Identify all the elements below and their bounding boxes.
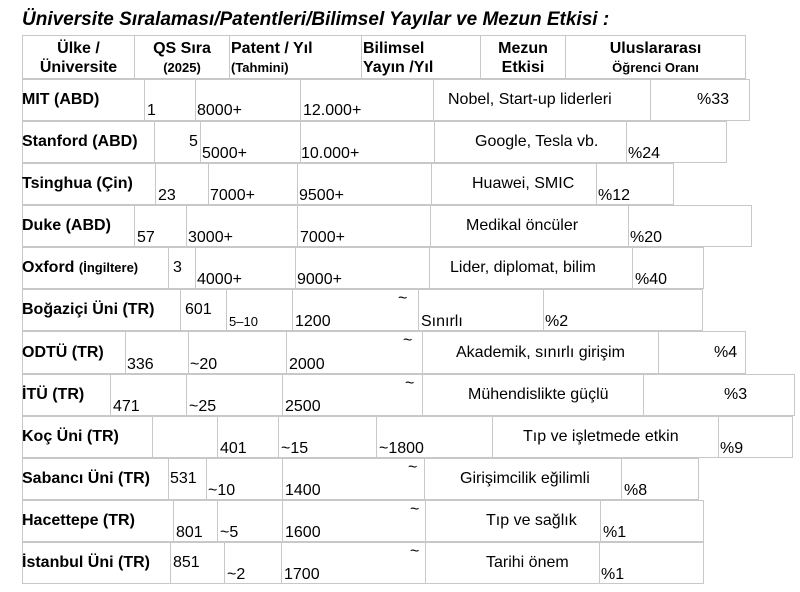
- qs-rank: 23: [158, 187, 176, 204]
- publication-count: 9000+: [297, 271, 342, 288]
- header-qs-line2: (2025): [163, 60, 201, 75]
- graduate-impact: Tıp ve sağlık: [486, 512, 577, 529]
- publication-count: 9500+: [299, 187, 344, 204]
- patent-count: 5000+: [202, 145, 247, 162]
- university-name: Hacettepe (TR): [22, 512, 135, 529]
- intl-student-ratio: %2: [545, 313, 569, 330]
- approx-marker: ~: [410, 501, 420, 518]
- header-grad: [480, 39, 566, 77]
- header-qs-line1: QS Sıra: [153, 40, 211, 57]
- header-pub-line1: Bilimsel: [363, 40, 425, 57]
- header-patent-line1: Patent / Yıl: [231, 40, 313, 57]
- approx-marker: ~: [410, 543, 420, 560]
- table-cell: [643, 374, 795, 416]
- qs-rank: 801: [176, 524, 203, 541]
- patent-count: 3000+: [188, 229, 233, 246]
- publication-count: 1600: [285, 524, 321, 541]
- header-country: [22, 39, 135, 77]
- approx-marker: ~: [408, 459, 418, 476]
- publication-count: ~1800: [379, 440, 424, 457]
- intl-student-ratio: %1: [601, 566, 625, 583]
- header-intl-line2: Öğrenci Oranı: [612, 60, 699, 75]
- publication-count: 2500: [285, 398, 321, 415]
- intl-student-ratio: %40: [635, 271, 668, 288]
- intl-student-ratio: %1: [603, 524, 627, 541]
- qs-rank: 601: [185, 301, 212, 318]
- patent-count: ~5: [220, 524, 239, 541]
- approx-marker: ~: [405, 375, 415, 392]
- university-name: Sabancı Üni (TR): [22, 470, 151, 487]
- patent-count: ~2: [227, 566, 246, 583]
- intl-student-ratio: %12: [598, 187, 631, 204]
- intl-student-ratio: %33: [697, 91, 730, 108]
- publication-count: 1200: [295, 313, 331, 330]
- table-cell: [152, 416, 218, 458]
- header-patent-line2: (Tahmini): [231, 60, 289, 75]
- header-intl: [565, 39, 746, 77]
- header-intl-line1: Uluslararası: [609, 40, 702, 57]
- university-name: Tsinghua (Çin): [22, 175, 133, 192]
- patent-count: 4000+: [197, 271, 242, 288]
- intl-student-ratio: %8: [624, 482, 648, 499]
- graduate-impact: Lider, diplomat, bilim: [450, 259, 596, 276]
- graduate-impact: Sınırlı: [421, 313, 463, 330]
- intl-student-ratio: %9: [720, 440, 744, 457]
- graduate-impact: Tarihi önem: [486, 554, 569, 571]
- patent-count: 7000+: [210, 187, 255, 204]
- intl-student-ratio: %4: [714, 344, 738, 361]
- qs-rank: 471: [113, 398, 140, 415]
- header-patent: [231, 39, 313, 77]
- university-name: [22, 259, 138, 277]
- qs-rank: 57: [137, 229, 155, 246]
- approx-marker: ~: [403, 332, 413, 349]
- patent-count: ~10: [208, 482, 236, 499]
- university-name: Boğaziçi Üni (TR): [22, 301, 155, 318]
- university-name-suffix: (İngiltere): [78, 260, 139, 275]
- publication-count: 1700: [284, 566, 320, 583]
- university-name: Duke (ABD): [22, 217, 111, 234]
- publication-count: 10.000+: [301, 145, 360, 162]
- approx-marker: ~: [398, 290, 408, 307]
- intl-student-ratio: %20: [630, 229, 663, 246]
- page-title: Üniversite Sıralaması/Patentleri/Bilimsel Yayılar ve Mezun Etkisi :: [22, 9, 610, 30]
- patent-count: ~15: [281, 440, 309, 457]
- patent-count: 5–10: [229, 314, 258, 329]
- university-name-main: Oxford: [22, 259, 75, 276]
- qs-rank: 851: [173, 554, 200, 571]
- header-qs: [134, 39, 230, 77]
- university-name: Koç Üni (TR): [22, 428, 119, 445]
- graduate-impact: Huawei, SMIC: [472, 175, 575, 192]
- qs-rank: 5: [189, 133, 198, 150]
- university-name: MIT (ABD): [22, 91, 100, 108]
- graduate-impact: Girişimcilik eğilimli: [460, 470, 590, 487]
- graduate-impact: Google, Tesla vb.: [475, 133, 599, 150]
- publication-count: 7000+: [300, 229, 345, 246]
- qs-rank: 531: [170, 470, 197, 487]
- qs-rank: 3: [173, 259, 182, 276]
- patent-count: ~20: [190, 356, 218, 373]
- university-name: İTÜ (TR): [22, 386, 85, 403]
- header-grad-line1: Mezun: [498, 40, 548, 57]
- header-country-line1: Ülke /: [57, 40, 100, 57]
- intl-student-ratio: %24: [628, 145, 661, 162]
- graduate-impact: Medikal öncüler: [466, 217, 579, 234]
- publication-count: 2000: [289, 356, 325, 373]
- header-country-line2: Üniversite: [39, 59, 118, 76]
- intl-student-ratio: %3: [724, 386, 748, 403]
- header-grad-line2: Etkisi: [501, 59, 545, 76]
- qs-rank: 1: [147, 102, 156, 119]
- header-pub: [363, 39, 433, 77]
- patent-count: 8000+: [197, 102, 242, 119]
- graduate-impact: Akademik, sınırlı girişim: [456, 344, 625, 361]
- patent-count: ~25: [189, 398, 217, 415]
- university-name: İstanbul Üni (TR): [22, 554, 150, 571]
- university-name: ODTÜ (TR): [22, 344, 104, 361]
- header-pub-line2: Yayın /Yıl: [363, 59, 434, 76]
- university-name: Stanford (ABD): [22, 133, 138, 150]
- publication-count: 1400: [285, 482, 321, 499]
- graduate-impact: Tıp ve işletmede etkin: [523, 428, 679, 445]
- graduate-impact: Nobel, Start-up liderleri: [448, 91, 612, 108]
- qs-rank: 401: [220, 440, 247, 457]
- graduate-impact: Mühendislikte güçlü: [468, 386, 609, 403]
- publication-count: 12.000+: [303, 102, 362, 119]
- qs-rank: 336: [127, 356, 154, 373]
